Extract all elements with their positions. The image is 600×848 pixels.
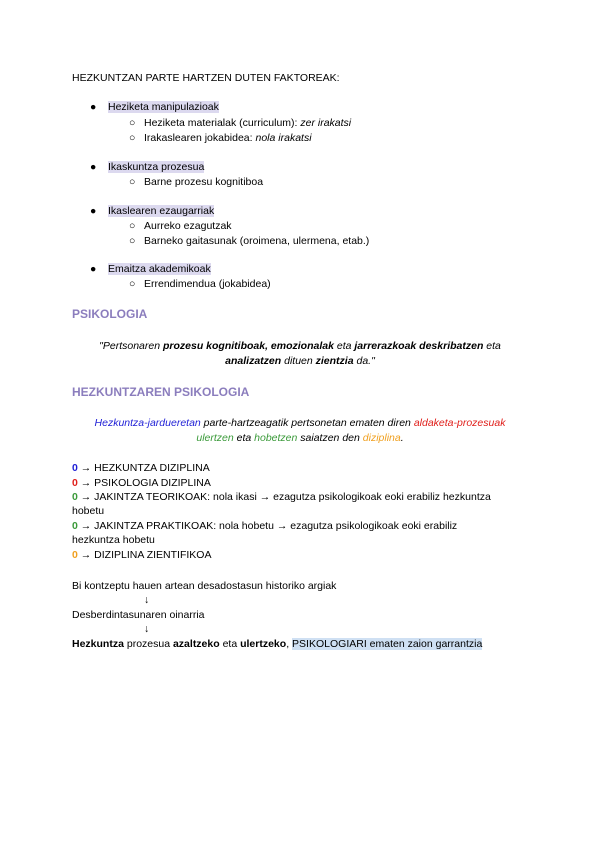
- definition-quote-line2: analizatzen dituen zientzia da.": [225, 355, 375, 367]
- bullet-circle: ○: [129, 278, 136, 290]
- bullet-dot: ●: [90, 205, 97, 217]
- factor-label: Ikaslearen ezaugarriak: [108, 205, 215, 217]
- list-item: 0 → PSIKOLOGIA DIZIPLINA: [72, 477, 211, 489]
- flow-line-2: Desberdintasunaren oinarria: [72, 609, 205, 621]
- section-heading-psikologia: PSIKOLOGIA: [72, 307, 148, 321]
- factor-subitem: Barneko gaitasunak (oroimena, ulermena, etab.): [144, 235, 370, 247]
- bullet-circle: ○: [129, 220, 136, 232]
- list-item: 0 → JAKINTZA TEORIKOAK: nola ikasi → ezagutza psikologikoak eoki erabiliz hezkuntza: [72, 491, 491, 503]
- bullet-dot: ●: [90, 161, 97, 173]
- factor-subitem: Barne prozesu kognitiboa: [144, 176, 264, 188]
- flow-line-1: Bi kontzeptu hauen artean desadostasun historiko argiak: [72, 580, 337, 592]
- factor-label: Heziketa manipulazioak: [108, 101, 219, 113]
- factor-subitem: Heziketa materialak (curriculum): zer irakatsi: [144, 117, 352, 129]
- section-heading-hezkuntzaren-psikologia: HEZKUNTZAREN PSIKOLOGIA: [72, 385, 250, 399]
- bullet-dot: ●: [90, 101, 97, 113]
- page-title: HEZKUNTZAN PARTE HARTZEN DUTEN FAKTOREAK:: [72, 72, 340, 84]
- down-arrow-icon: ↓: [144, 623, 150, 635]
- bullet-circle: ○: [129, 235, 136, 247]
- factor-subitem: Irakaslearen jokabidea: nola irakatsi: [144, 132, 312, 144]
- factor-label: Emaitza akademikoak: [108, 263, 211, 275]
- definition-line1: Hezkuntza-jardueretan parte-hartzeagatik pertsonetan ematen diren aldaketa-prozesuak: [94, 417, 506, 429]
- bullet-circle: ○: [129, 132, 136, 144]
- bullet-dot: ●: [90, 263, 97, 275]
- list-item-continuation: hobetu: [72, 505, 105, 517]
- factor-subitem: Aurreko ezagutzak: [144, 220, 232, 232]
- bullet-circle: ○: [129, 176, 136, 188]
- definition-quote-line1: "Pertsonaren prozesu kognitiboak, emozionalak eta jarrerazkoak deskribatzen eta: [99, 340, 501, 352]
- factor-subitem: Errendimendua (jokabidea): [144, 278, 271, 290]
- flow-line-3: Hezkuntza prozesua azaltzeko eta ulertzeko, PSIKOLOGIARI ematen zaion garrantzia: [72, 638, 483, 650]
- down-arrow-icon: ↓: [144, 594, 150, 606]
- list-item: 0 → HEZKUNTZA DIZIPLINA: [72, 462, 210, 474]
- list-item: 0 → DIZIPLINA ZIENTIFIKOA: [72, 549, 212, 561]
- definition-line2: ulertzen eta hobetzen saiatzen den diziplina.: [196, 432, 404, 444]
- factor-label: Ikaskuntza prozesua: [108, 161, 205, 173]
- bullet-circle: ○: [129, 117, 136, 129]
- list-item-continuation: hezkuntza hobetu: [72, 534, 155, 546]
- list-item: 0 → JAKINTZA PRAKTIKOAK: nola hobetu → ezagutza psikologikoak eoki erabiliz: [72, 520, 458, 532]
